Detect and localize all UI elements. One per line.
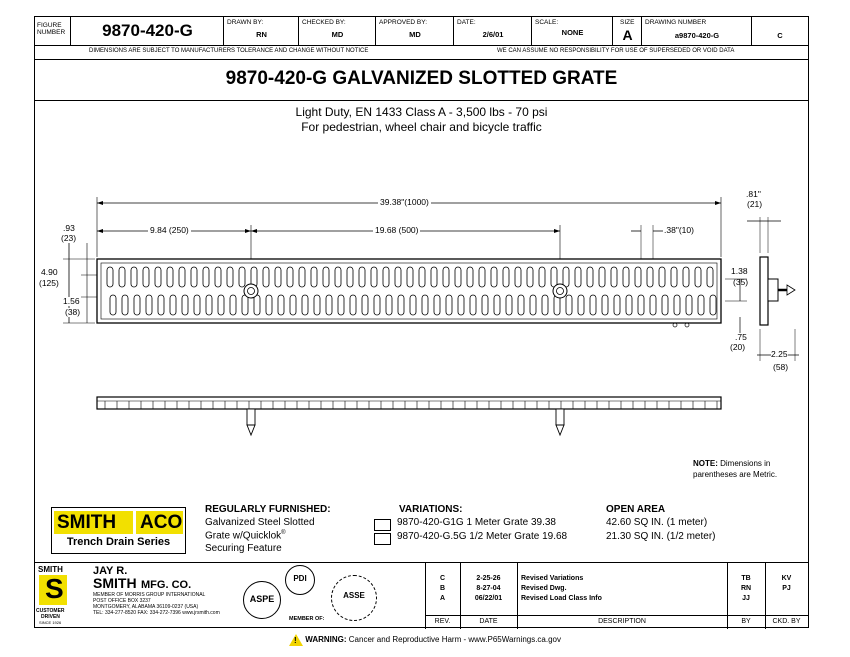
revision-rev: A <box>439 595 446 602</box>
dim-490: 4.90 <box>41 267 58 277</box>
checked-by-value: MD <box>331 30 344 39</box>
furnished-reg: ® <box>281 530 286 536</box>
dim-075-mm: (20) <box>730 342 746 352</box>
revision-desc: Revised Variations <box>521 575 584 582</box>
dim-138: 1.38 <box>731 266 748 276</box>
furnished-line1: Galvanized Steel Slotted <box>205 517 315 528</box>
dim-center-spacing: 19.68 (500) <box>375 225 419 235</box>
company-name-row <box>93 575 191 593</box>
pdi-seal-icon <box>285 565 315 595</box>
revision-date: 06/22/01 <box>474 595 503 602</box>
driven-label: DRIVEN <box>41 614 60 620</box>
variation-checkbox-2[interactable] <box>374 533 391 545</box>
company-block <box>35 562 808 630</box>
dim-138-mm: (35) <box>733 277 749 287</box>
dim-left-offset: 9.84 (250) <box>150 225 189 235</box>
scale-value: NONE <box>561 28 584 37</box>
company-line4: TEL: 334-277-8520 FAX: 334-272-7396 www.jrsmith.com <box>93 610 220 616</box>
logo-aco: ACO <box>140 512 183 533</box>
rev-header-date: DATE <box>479 618 498 625</box>
warning-label: WARNING: <box>305 635 347 645</box>
note-text: Dimensions in <box>720 459 771 468</box>
disclaimer-right: WE CAN ASSUME NO RESPONSIBILITY FOR USE OF SUPERSEDED OR VOID DATA <box>497 48 735 54</box>
drawing-frame <box>34 16 809 628</box>
revision-ckd: PJ <box>782 585 791 592</box>
metric-note <box>693 459 770 468</box>
smith-aco-logo <box>51 507 186 554</box>
company-line1: MEMBER OF MORRIS GROUP INTERNATIONAL <box>93 592 206 598</box>
logo-tagline: Trench Drain Series <box>66 536 171 548</box>
dim-490-mm: (125) <box>39 278 59 288</box>
revision-ckd: KV <box>781 575 792 582</box>
date-label: DATE: <box>457 19 476 26</box>
member-of-label: MEMBER OF: <box>289 616 325 622</box>
company-line2: POST OFFICE BOX 3237 <box>93 598 151 604</box>
logo-aco-panel <box>136 511 183 534</box>
furnished-line3: Securing Feature <box>205 543 282 554</box>
subtitle-load-class: Light Duty, EN 1433 Class A - 3,500 lbs - 70 psi <box>295 105 548 119</box>
revision-date: 8-27-04 <box>476 585 501 592</box>
open-area-item-1: 42.60 SQ IN. (1 meter) <box>606 517 708 528</box>
checked-by-label: CHECKED BY: <box>302 19 346 26</box>
variation-checkbox-1[interactable] <box>374 519 391 531</box>
assp-text: ASSE <box>343 591 365 600</box>
rev-header-desc: DESCRIPTION <box>598 618 646 625</box>
note-text-2: parentheses are Metric. <box>693 470 778 479</box>
smith-mark: SMITH <box>38 565 63 574</box>
figure-number: 9870-420-G <box>102 21 193 40</box>
variations-heading: VARIATIONS: <box>399 504 463 515</box>
revision-rev: C <box>439 575 446 582</box>
assp-seal-icon <box>331 575 377 621</box>
revision-rev: B <box>439 585 446 592</box>
dim-225: 2.25 <box>771 349 788 359</box>
since-label: SINCE 1926 <box>39 620 62 625</box>
furnished-line2-wrap <box>205 530 286 541</box>
drawing-number-label: DRAWING NUMBER <box>645 19 707 26</box>
figure-label: FIGURE NUMBER <box>37 22 66 36</box>
dim-slot: .38"(10) <box>664 225 694 235</box>
dim-225-mm: (58) <box>773 362 789 372</box>
dim-081: .81" <box>746 189 761 199</box>
revision-table <box>425 563 808 629</box>
customer-label: CUSTOMER <box>36 608 65 614</box>
disclaimer-left: DIMENSIONS ARE SUBJECT TO MANUFACTURERS TOLERANCE AND CHANGE WITHOUT NOTICE <box>89 48 369 54</box>
variation-item-1: 9870-420-G1G 1 Meter Grate 39.38 <box>397 517 556 528</box>
warning-text: Cancer and Reproductive Harm - www.P65Warnings.ca.gov <box>348 635 562 645</box>
dim-156-mm: (38) <box>65 307 81 317</box>
open-area-item-2: 21.30 SQ IN. (1/2 meter) <box>606 531 716 542</box>
revision-desc: Revised Load Class Info <box>521 595 602 602</box>
approved-by-label: APPROVED BY: <box>379 19 428 26</box>
revision-by: RN <box>740 585 752 592</box>
dim-093-mm: (23) <box>61 233 77 243</box>
pdi-text: PDI <box>293 574 307 583</box>
furnished-heading: REGULARLY FURNISHED: <box>205 504 331 515</box>
warning-triangle-icon: ! <box>289 634 303 646</box>
dim-093: .93 <box>63 223 75 233</box>
dim-081-mm: (21) <box>747 199 763 209</box>
company-name-2: SMITH <box>93 575 137 591</box>
prop65-warning <box>0 634 850 646</box>
size-label: SIZE <box>620 19 635 26</box>
furnished-line2: Grate w/Quicklok <box>205 530 282 542</box>
rev-header-by: BY <box>741 618 751 625</box>
scale-label: SCALE: <box>535 19 559 26</box>
rev-header-ckd: CKD. BY <box>772 618 801 625</box>
note-label: NOTE: <box>693 459 718 468</box>
dim-156: 1.56 <box>63 296 80 306</box>
logo-smith: SMITH <box>57 512 117 533</box>
date-value: 2/6/01 <box>482 30 504 39</box>
company-name-3: MFG. CO. <box>141 579 192 591</box>
company-name-1: JAY R. <box>93 565 128 577</box>
dim-overall: 39.38"(1000) <box>380 197 429 207</box>
dim-075: .75 <box>735 332 747 342</box>
variation-item-2: 9870-420-G.5G 1/2 Meter Grate 19.68 <box>397 531 568 542</box>
revision-value: C <box>777 31 783 40</box>
drawing-number-value: a9870-420-G <box>674 31 720 40</box>
revision-desc: Revised Dwg. <box>521 585 567 592</box>
company-line3: MONTGOMERY, ALABAMA 36109-0237 (USA) <box>93 604 199 610</box>
company-info <box>35 563 426 629</box>
aspe-text: ASPE <box>249 594 275 604</box>
aspe-seal-icon <box>243 581 281 619</box>
revision-by: TB <box>741 575 751 582</box>
revision-by: JJ <box>742 595 750 602</box>
rev-header-rev: REV. <box>434 618 451 625</box>
drawn-by-label: DRAWN BY: <box>227 19 264 26</box>
drawn-by-value: RN <box>256 30 267 39</box>
logo-smith-panel <box>54 511 133 534</box>
smith-s-logo <box>39 575 67 605</box>
approved-by-value: MD <box>409 30 421 39</box>
s-letter-icon: S <box>45 573 64 604</box>
open-area-heading: OPEN AREA <box>606 504 666 515</box>
main-title: 9870-420-G GALVANIZED SLOTTED GRATE <box>225 68 618 89</box>
subtitle-traffic: For pedestrian, wheel chair and bicycle traffic <box>301 120 542 134</box>
size-value: A <box>622 27 633 43</box>
revision-date: 2-25-26 <box>476 575 501 582</box>
